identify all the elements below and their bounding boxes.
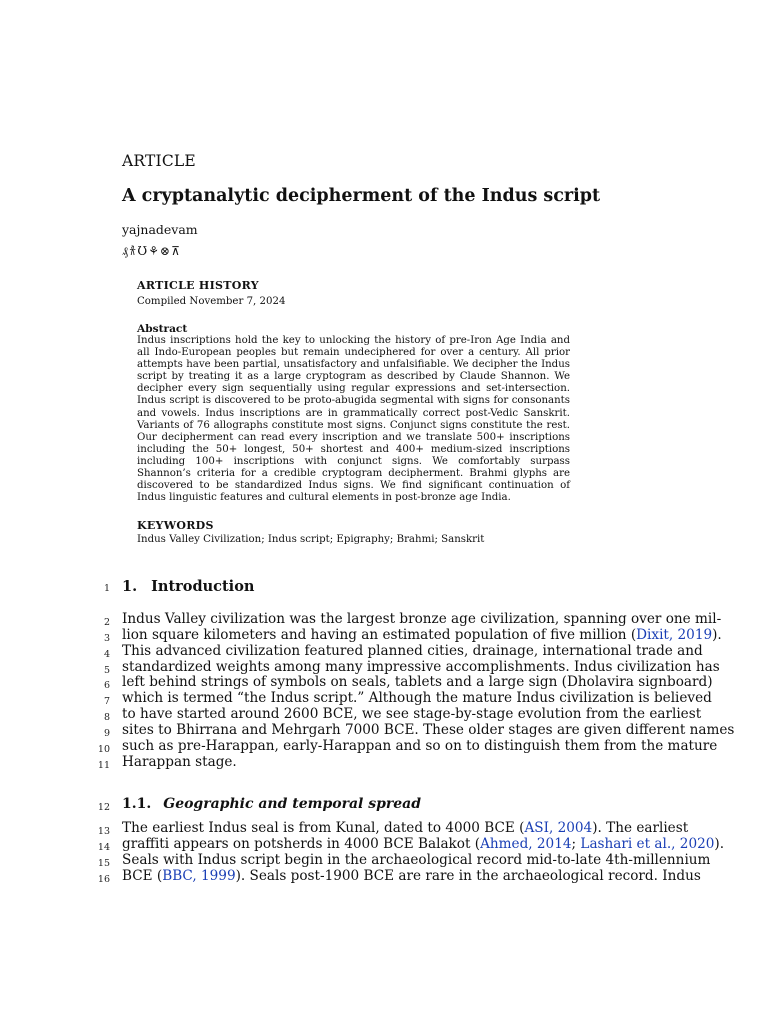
subsection-number: 1.1. <box>122 796 152 812</box>
line-number: 12 <box>97 802 110 813</box>
keywords-list: Indus Valley Civilization; Indus script; Epigraphy; Brahmi; Sanskrit <box>137 534 485 545</box>
abstract-text <box>137 335 570 504</box>
line-number: 1 <box>103 583 110 594</box>
line-number: 16 <box>97 874 110 885</box>
subsection-title: Geographic and temporal spread <box>163 796 422 812</box>
line-number: 3 <box>103 633 110 644</box>
article-type-label: ARTICLE <box>122 152 196 170</box>
text-line: lion square kilometers and having an estimated population of five million (Dixit, 2019). <box>122 626 722 643</box>
line-number: 2 <box>103 617 110 628</box>
author-name: yajnadevam <box>122 222 198 237</box>
indus-glyph: ⊗ <box>160 244 171 258</box>
citation-link[interactable]: BBC, 1999 <box>162 867 236 884</box>
article-history-heading: ARTICLE HISTORY <box>137 279 259 292</box>
text-line: such as pre-Harappan, early-Harappan and so on to distinguish them from the mature <box>122 737 718 754</box>
abstract-heading: Abstract <box>137 323 188 335</box>
geographic-paragraph <box>122 820 725 884</box>
citation-link[interactable]: Lashari et al., 2020 <box>580 835 715 852</box>
section-number: 1. <box>122 578 138 595</box>
subsection-heading-geographic <box>122 796 421 812</box>
text-line: graffiti appears on potsherds in 4000 BCE Balakot (Ahmed, 2014; Lashari et al., 2020). <box>122 835 725 852</box>
section-heading-introduction <box>122 578 254 595</box>
section-title: Introduction <box>151 578 255 595</box>
text-line: to have started around 2600 BCE, we see stage-by-stage evolution from the earliest <box>122 706 702 723</box>
text-line: BCE (BBC, 1999). Seals post-1900 BCE are rare in the archaeological record. Indus <box>122 867 701 884</box>
text-line: Indus Valley civilization was the largest bronze age civilization, spanning over one mil- <box>122 611 722 627</box>
paper-title: A cryptanalytic decipherment of the Indus script <box>122 186 601 206</box>
indus-glyph: ⊼ <box>171 244 180 258</box>
compiled-date: Compiled November 7, 2024 <box>137 296 286 307</box>
line-number: 5 <box>103 665 110 676</box>
line-number: 13 <box>97 826 110 837</box>
line-number: 11 <box>97 760 110 771</box>
abstract-paragraph: Indus inscriptions hold the key to unlocking the history of pre-Iron Age India and all Indo-European peoples but remain undeciphered for over a century. All prior attempts have been partial, unsatisfactory and unfalsifiable. We decipher the Indus script by treating it as a large cryptogram as described by Claude Shannon. We decipher every sign sequentially using regular expressions and set-intersection. Indus script is discovered to be proto-abugida segmental with signs for consonants and vowels. Indus inscriptions are in grammatically correct post-Vedic Sanskrit. Variants of 76 allographs constitute most signs. Conjunct signs constitute the rest. Our decipherment can read every inscription and we translate 500+ inscriptions including the 50+ longest, 50+ shortest and 400+ medium-sized inscriptions including 100+ inscriptions with conjunct signs. We comfortably surpass Shannon’s criteria for a credible cryptogram decipherment. Brahmi glyphs are discovered to be standardized Indus signs. We find significant continuation of Indus linguistic features and cultural elements in post-bronze age India. <box>137 335 570 504</box>
line-number: 4 <box>103 649 110 660</box>
intro-paragraph <box>122 611 735 770</box>
line-number: 10 <box>97 744 110 755</box>
text-line: left behind strings of symbols on seals, tablets and a large sign (Dholavira signboard) <box>122 674 713 691</box>
line-number: 8 <box>103 712 110 723</box>
line-number: 14 <box>97 842 110 853</box>
indus-glyph: 𐀪 <box>129 244 137 258</box>
citation-link[interactable]: ASI, 2004 <box>524 820 593 836</box>
author-glyph-signature <box>122 242 181 259</box>
keywords-heading: KEYWORDS <box>137 519 214 532</box>
text-line: This advanced civilization featured planned cities, drainage, international trade and <box>122 642 703 659</box>
citation-link[interactable]: Dixit, 2019 <box>636 626 713 643</box>
citation-link[interactable]: Ahmed, 2014 <box>480 835 572 852</box>
indus-glyph: ⚘ <box>148 244 160 258</box>
indus-glyph: ₰ <box>122 244 128 258</box>
line-number: 6 <box>103 680 110 691</box>
text-line: The earliest Indus seal is from Kunal, dated to 4000 BCE (ASI, 2004). The earliest <box>122 820 689 836</box>
line-number: 9 <box>103 728 110 739</box>
indus-glyph: Ʊ <box>137 244 148 258</box>
text-line: sites to Bhirrana and Mehrgarh 7000 BCE. These older stages are given different names <box>122 721 735 738</box>
text-line: standardized weights among many impressive accomplishments. Indus civilization has <box>122 658 720 675</box>
line-number: 15 <box>97 858 110 869</box>
text-line: Harappan stage. <box>122 753 237 770</box>
text-line: Seals with Indus script begin in the archaeological record mid-to-late 4th-millennium <box>122 851 711 868</box>
line-number: 7 <box>103 696 110 707</box>
text-line: which is termed “the Indus script.” Although the mature Indus civilization is believed <box>122 690 712 707</box>
